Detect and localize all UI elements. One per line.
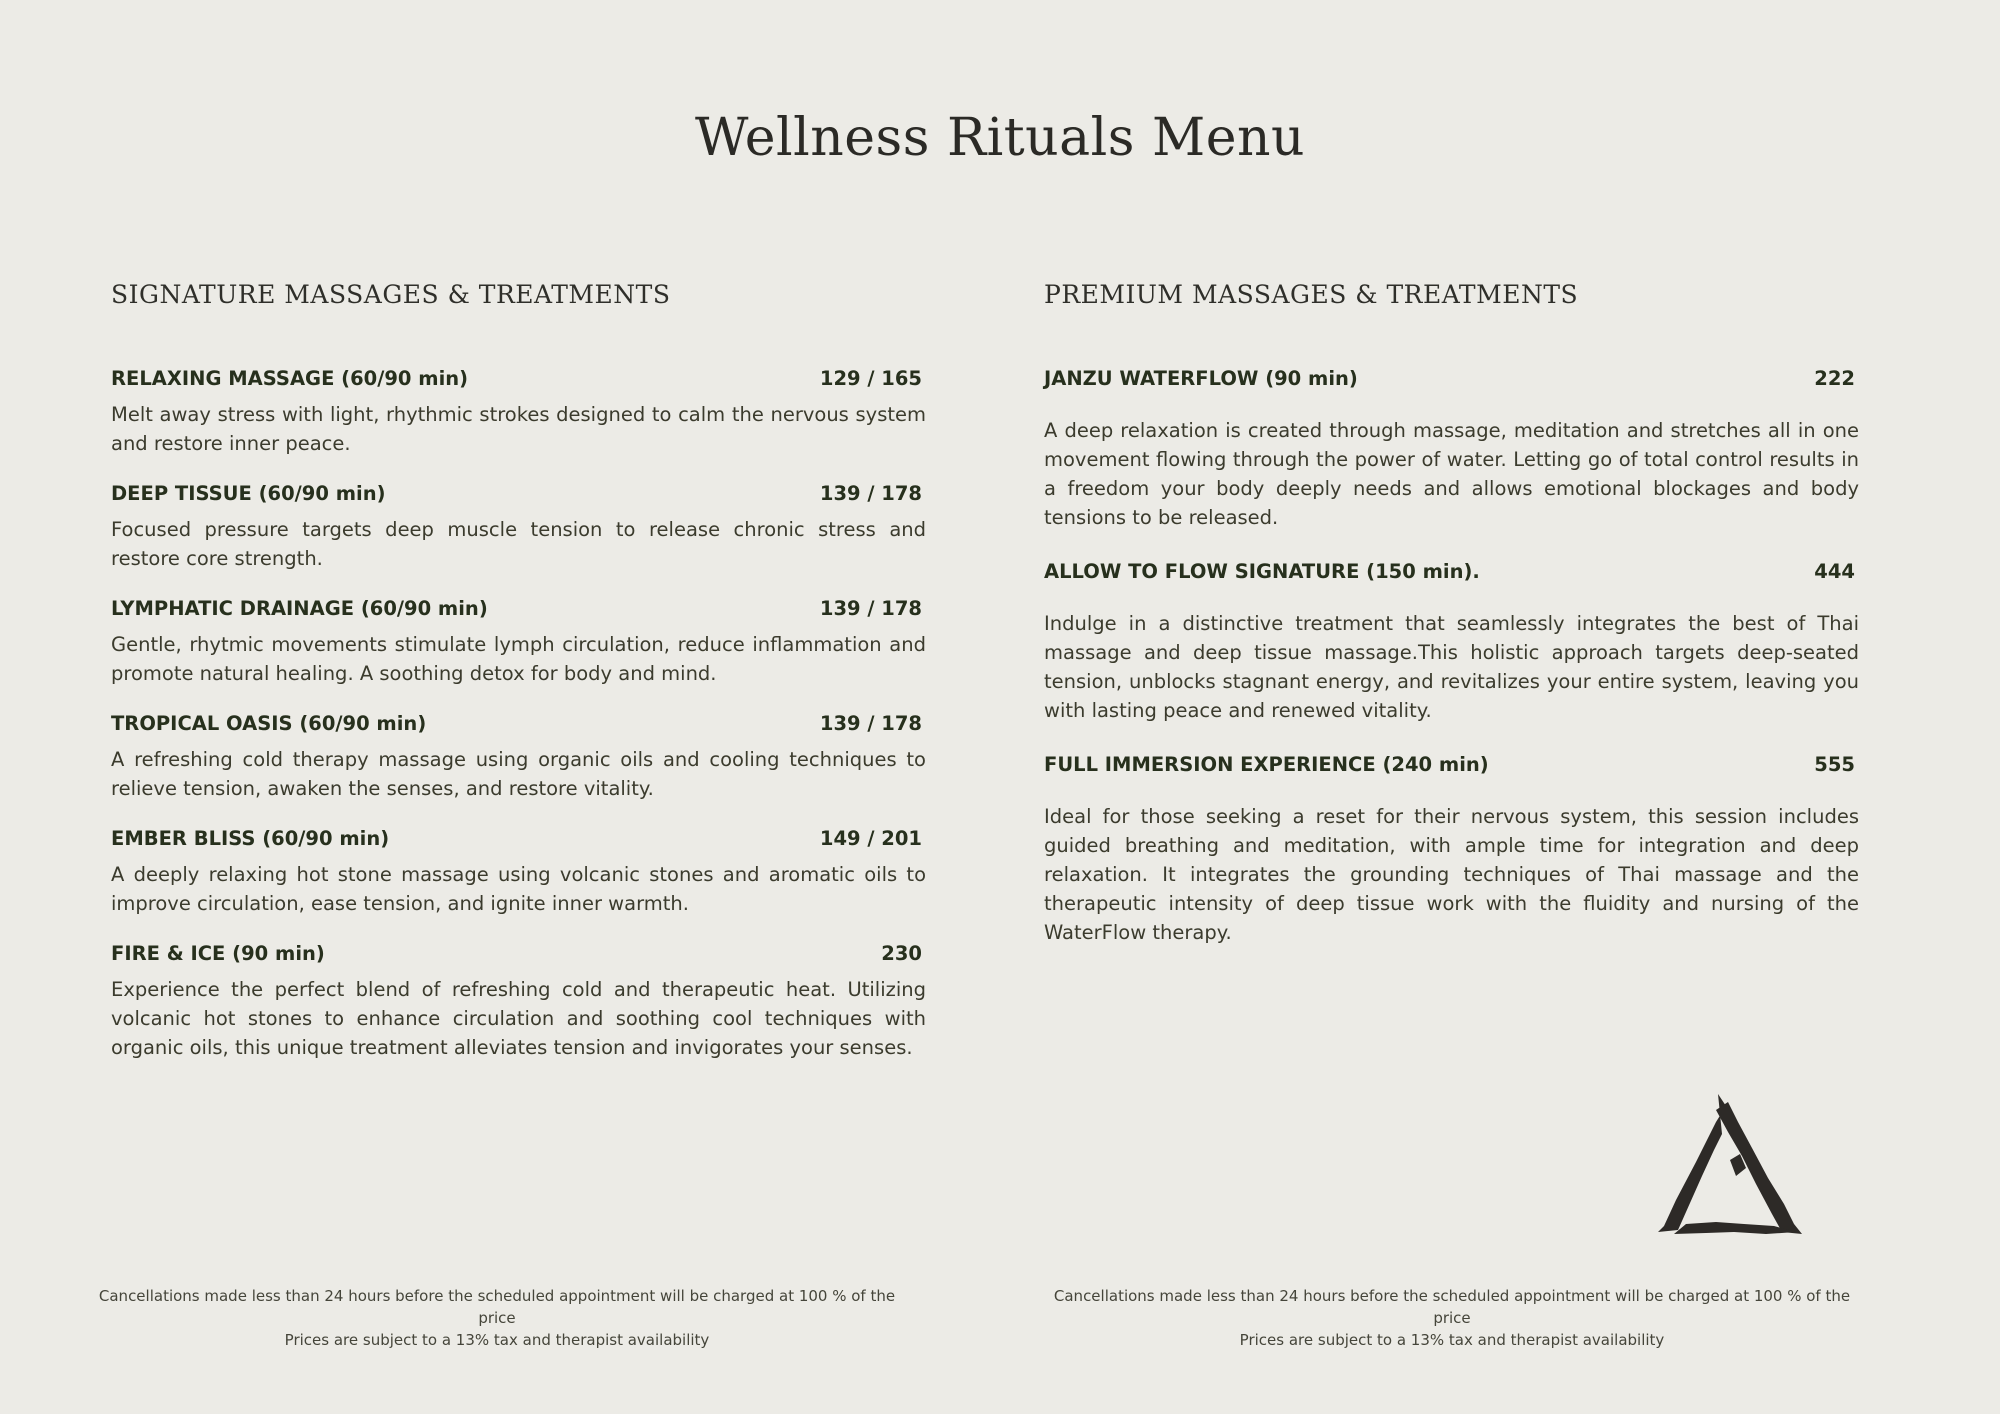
- item-name: RELAXING MASSAGE (60/90 min): [111, 367, 469, 390]
- item-description: Gentle, rhytmic movements stimulate lymph circulation, reduce inflammation and promote natural healing. A soothing detox for body and mind.: [111, 633, 926, 685]
- item-price: 139 / 178: [819, 482, 922, 505]
- tax-note: Prices are subject to a 13% tax and therapist availability: [284, 1331, 710, 1349]
- premium-section: [1044, 280, 1859, 975]
- item-name: DEEP TISSUE (60/90 min): [111, 482, 386, 505]
- item-description: Melt away stress with light, rhythmic strokes designed to calm the nervous system and restore inner peace.: [111, 403, 926, 455]
- footer-note-left: [82, 1285, 912, 1351]
- item-price: 444: [1814, 560, 1855, 583]
- signature-section: [111, 280, 926, 1086]
- menu-item: [111, 942, 926, 1062]
- menu-item: [1044, 753, 1859, 947]
- cancellation-policy: Cancellations made less than 24 hours before the scheduled appointment will be charged at 100 % of the price: [1053, 1287, 1851, 1327]
- item-name: TROPICAL OASIS (60/90 min): [111, 712, 427, 735]
- item-description: A deeply relaxing hot stone massage using volcanic stones and aromatic oils to improve circulation, ease tension, and ignite inner warmth.: [111, 863, 926, 915]
- menu-item: [111, 827, 926, 918]
- item-name: FULL IMMERSION EXPERIENCE (240 min): [1044, 753, 1489, 776]
- menu-item: [1044, 367, 1859, 532]
- menu-item: [1044, 560, 1859, 725]
- item-description: A refreshing cold therapy massage using organic oils and cooling techniques to relieve tension, awaken the senses, and restore vitality.: [111, 748, 926, 800]
- item-price: 139 / 178: [819, 712, 922, 735]
- menu-item: [111, 482, 926, 573]
- item-name: JANZU WATERFLOW (90 min): [1044, 367, 1358, 390]
- tax-note: Prices are subject to a 13% tax and therapist availability: [1239, 1331, 1665, 1349]
- item-price: 555: [1814, 753, 1855, 776]
- item-price: 149 / 201: [819, 827, 922, 850]
- item-name: LYMPHATIC DRAINAGE (60/90 min): [111, 597, 488, 620]
- page-title: Wellness Rituals Menu: [695, 108, 1305, 168]
- menu-item: [111, 712, 926, 803]
- item-price: 230: [881, 942, 922, 965]
- footer-note-right: [1037, 1285, 1867, 1351]
- item-price: 139 / 178: [819, 597, 922, 620]
- item-name: EMBER BLISS (60/90 min): [111, 827, 390, 850]
- item-name: ALLOW TO FLOW SIGNATURE (150 min).: [1044, 560, 1480, 583]
- item-description: Focused pressure targets deep muscle tension to release chronic stress and restore core strength.: [111, 518, 926, 570]
- item-price: 222: [1814, 367, 1855, 390]
- item-name: FIRE & ICE (90 min): [111, 942, 325, 965]
- menu-item: [111, 367, 926, 458]
- item-price: 129 / 165: [819, 367, 922, 390]
- brush-triangle-logo-icon: [1656, 1092, 1802, 1236]
- menu-item: [111, 597, 926, 688]
- cancellation-policy: Cancellations made less than 24 hours before the scheduled appointment will be charged at 100 % of the price: [98, 1287, 896, 1327]
- item-description: A deep relaxation is created through massage, meditation and stretches all in one movement flowing through the power of water. Letting go of total control results in a freedom your body deeply needs and allows emotional blockages and body tensions to be released.: [1044, 419, 1859, 529]
- section-heading-signature: SIGNATURE MASSAGES & TREATMENTS: [111, 280, 671, 309]
- item-description: Indulge in a distinctive treatment that seamlessly integrates the best of Thai massage and deep tissue massage.This holistic approach targets deep-seated tension, unblocks stagnant energy, and revitalizes your entire system, leaving you with lasting peace and renewed vitality.: [1044, 612, 1859, 722]
- section-heading-premium: PREMIUM MASSAGES & TREATMENTS: [1044, 280, 1579, 309]
- item-description: Experience the perfect blend of refreshing cold and therapeutic heat. Utilizing volcanic hot stones to enhance circulation and soothing cool techniques with organic oils, this unique treatment alleviates tension and invigorates your senses.: [111, 978, 926, 1059]
- item-description: Ideal for those seeking a reset for their nervous system, this session includes guided breathing and meditation, with ample time for integration and deep relaxation. It integrates the grounding techniques of Thai massage and the therapeutic intensity of deep tissue work with the fluidity and nursing of the WaterFlow therapy.: [1044, 805, 1859, 944]
